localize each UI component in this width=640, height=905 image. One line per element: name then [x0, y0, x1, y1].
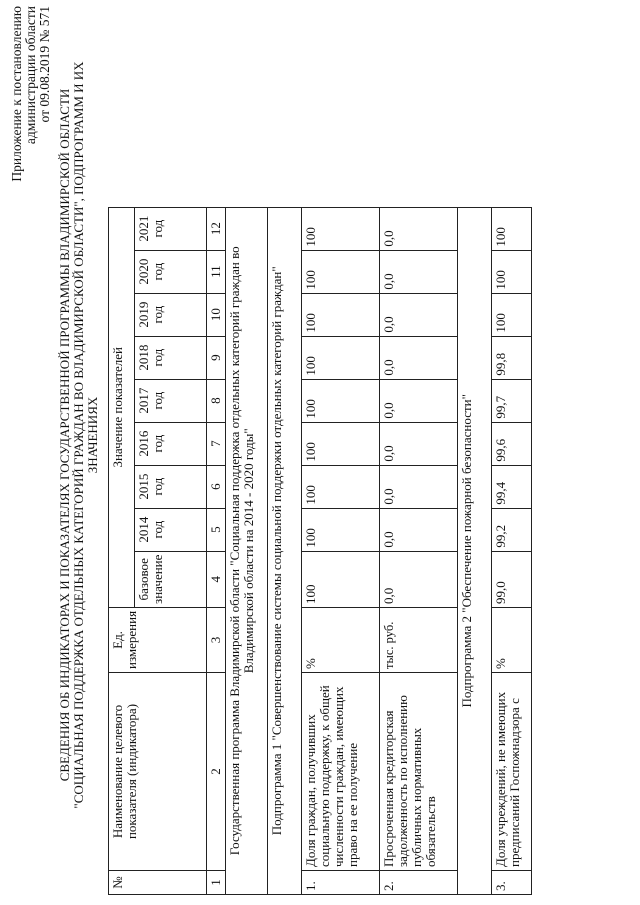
row-value-2018: 99,8: [492, 336, 532, 379]
title-line: ЗНАЧЕНИЯХ: [85, 396, 100, 474]
row-value-2019: 0,0: [380, 293, 458, 336]
row-value-2017: 100: [302, 379, 380, 422]
approval-stamp: [10, 6, 52, 182]
row-value-2014: 99,2: [492, 508, 532, 551]
column-number: 9: [207, 336, 226, 379]
row-value-2020: 100: [492, 250, 532, 293]
header-year-2016: 2016 год: [135, 422, 207, 465]
header-year-2018: 2018 год: [135, 336, 207, 379]
row-unit: %: [302, 607, 380, 672]
row-num: 2.: [380, 871, 458, 895]
row-value-2017: 99,7: [492, 379, 532, 422]
row-value-base: 100: [302, 551, 380, 607]
row-value-2021: 100: [492, 207, 532, 250]
header-year-2014: 2014 год: [135, 508, 207, 551]
row-indicator-name: Просроченная кредиторская задолженность по исполнению публичных нормативных обязательств: [380, 673, 458, 871]
approval-line: от 09.08.2019 № 571: [37, 6, 52, 123]
header-name: Наименование целевого показателя (индикатора): [109, 673, 207, 871]
table-row: [492, 207, 532, 894]
subprogram-1-row: Подпрограмма 1 "Совершенствование системы социальной поддержки отдельных категорий граждан": [268, 207, 302, 894]
column-number: 6: [207, 465, 226, 508]
row-value-2016: 0,0: [380, 422, 458, 465]
document-title: [58, 35, 100, 835]
column-number: 1: [207, 871, 226, 895]
column-number: 10: [207, 293, 226, 336]
column-number: 11: [207, 250, 226, 293]
header-year-2020: 2020 год: [135, 250, 207, 293]
column-number: 4: [207, 551, 226, 607]
header-base: базовое значение: [135, 551, 207, 607]
row-indicator-name: Доля учреждений, не имеющих предписаний Госпожнадзора с: [492, 673, 532, 871]
header-num: №: [109, 871, 207, 895]
row-value-2021: 100: [302, 207, 380, 250]
row-num: 3.: [492, 871, 532, 895]
row-value-2021: 0,0: [380, 207, 458, 250]
row-value-2014: 0,0: [380, 508, 458, 551]
title-line: "СОЦИАЛЬНАЯ ПОДДЕРЖКА ОТДЕЛЬНЫХ КАТЕГОРИЙ ГРАЖДАН ВО ВЛАДИМИРСКОЙ ОБЛАСТИ", ПОДПРОГРАММ И ИХ: [71, 61, 86, 809]
row-value-2018: 100: [302, 336, 380, 379]
row-value-base: 0,0: [380, 551, 458, 607]
header-values-group: Значение показателей: [109, 207, 135, 607]
column-number: 3: [207, 607, 226, 672]
row-value-2016: 99,6: [492, 422, 532, 465]
column-number: 5: [207, 508, 226, 551]
row-value-2019: 100: [302, 293, 380, 336]
header-year-2017: 2017 год: [135, 379, 207, 422]
header-year-2019: 2019 год: [135, 293, 207, 336]
row-indicator-name: Доля граждан, получивших социальную поддержку, к общей численности граждан, имеющих право на ее получение: [302, 673, 380, 871]
row-value-2020: 0,0: [380, 250, 458, 293]
program-title-row: Государственная программа Владимирской области "Социальная поддержка отдельных категорий граждан во Владимирской области на 2014 - 2020 годы": [226, 207, 268, 894]
row-unit: %: [492, 607, 532, 672]
row-value-2016: 100: [302, 422, 380, 465]
row-value-2020: 100: [302, 250, 380, 293]
column-number: 7: [207, 422, 226, 465]
table-row: [302, 207, 380, 894]
row-num: 1.: [302, 871, 380, 895]
approval-line: Приложение к постановлению: [9, 6, 24, 182]
row-value-2015: 99,4: [492, 465, 532, 508]
subprogram-2-row: Подпрограмма 2 "Обеспечение пожарной безопасности": [458, 207, 492, 894]
table-row: [380, 207, 458, 894]
column-number: 12: [207, 207, 226, 250]
row-value-2014: 100: [302, 508, 380, 551]
title-line: СВЕДЕНИЯ ОБ ИНДИКАТОРАХ И ПОКАЗАТЕЛЯХ ГОСУДАРСТВЕННОЙ ПРОГРАММЫ ВЛАДИМИРСКОЙ ОБЛАСТИ: [57, 88, 72, 782]
row-value-2017: 0,0: [380, 379, 458, 422]
row-value-2015: 0,0: [380, 465, 458, 508]
column-number: 2: [207, 673, 226, 871]
header-year-2021: 2021 год: [135, 207, 207, 250]
row-value-base: 99,0: [492, 551, 532, 607]
approval-line: администрации области: [23, 6, 38, 145]
indicators-table: [108, 207, 532, 895]
row-unit: тыс. руб.: [380, 607, 458, 672]
row-value-2015: 100: [302, 465, 380, 508]
header-year-2015: 2015 год: [135, 465, 207, 508]
row-value-2018: 0,0: [380, 336, 458, 379]
column-number: 8: [207, 379, 226, 422]
row-value-2019: 100: [492, 293, 532, 336]
header-unit: Ед. измерения: [109, 607, 207, 672]
